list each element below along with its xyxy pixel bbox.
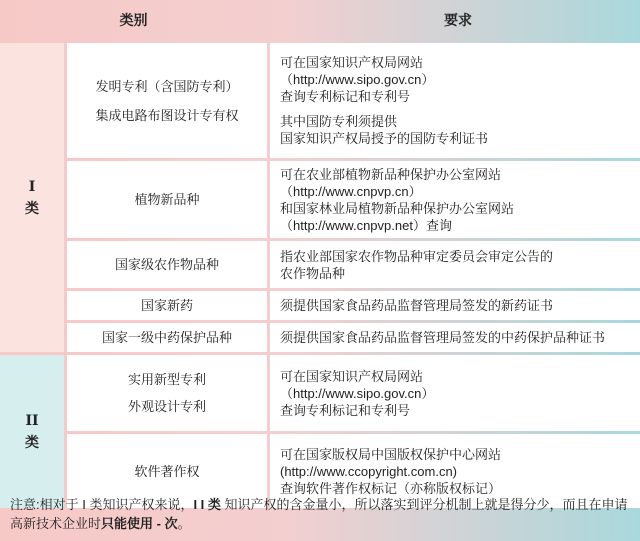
category-text: 实用新型专利: [127, 372, 206, 387]
table-row-requirement: [270, 241, 640, 288]
category-text: 国家新药: [140, 298, 193, 313]
requirement-text: 查询专利标记和专利号: [280, 402, 411, 418]
footnote-use-once-emphasis: 只能使用 - 次: [101, 516, 178, 531]
footnote-text: 注意:相对于 I 类知识产权来说，: [10, 497, 194, 512]
table-row-category: [67, 355, 267, 431]
class-2-label: 类: [25, 434, 39, 451]
class-1-cell: [0, 43, 64, 352]
table-row-category: [67, 43, 267, 158]
header-category: [0, 0, 267, 40]
requirement-text: 农作物品种: [280, 265, 346, 281]
requirement-text: 和国家林业局植物新品种保护办公室网站: [280, 200, 515, 216]
footnote-text: 知识产权的含金量小，所以落实到评分机制上就是得分少，而且在申请高新技术企业时: [10, 497, 628, 531]
category-text: 国家一级中药保护品种: [101, 330, 232, 345]
footnote: [0, 490, 640, 541]
category-text: 植物新品种: [134, 192, 200, 207]
table-row-requirement: [270, 43, 640, 158]
requirement-text: 须提供国家食品药品监督管理局签发的新药证书: [280, 298, 554, 313]
requirement-text: 查询软件著作权标记（亦称版权标记）: [280, 480, 502, 496]
requirement-text: 可在国家知识产权局网站: [280, 368, 424, 384]
table-row-category: [67, 241, 267, 288]
category-text: 软件著作权: [134, 463, 200, 479]
category-text: 发明专利（含国防专利）: [95, 78, 239, 94]
category-text: 外观设计专利: [127, 399, 206, 414]
table-row-requirement: [270, 323, 640, 352]
class-2-cell: [0, 355, 64, 508]
requirement-text: 国家知识产权局授予的国防专利证书: [280, 131, 489, 146]
table-row-requirement: [270, 355, 640, 431]
table-row-category: [67, 161, 267, 238]
requirement-text: 其中国防专利须提供: [280, 114, 398, 129]
header-requirement: [270, 0, 640, 40]
requirement-text: 指农业部国家农作物品种审定委员会审定公告的: [280, 248, 554, 264]
header-requirement-label: 要求: [444, 11, 472, 28]
requirement-text: （http://www.sipo.gov.cn）: [280, 385, 435, 401]
class-2-numeral: II: [25, 412, 39, 429]
requirement-text: 须提供国家食品药品监督管理局签发的中药保护品种证书: [280, 330, 606, 345]
category-text: 集成电路布图设计专有权: [95, 107, 239, 123]
header-category-label: 类别: [119, 11, 148, 28]
footnote-class-2-emphasis: I I 类: [193, 497, 221, 512]
requirement-text: 查询专利标记和专利号: [280, 89, 411, 104]
table-row-category: [67, 291, 267, 320]
table-row-category: [67, 323, 267, 352]
class-1-numeral: I: [28, 178, 36, 195]
category-text: 国家级农作物品种: [114, 257, 219, 272]
table-row-requirement: [270, 291, 640, 320]
footnote-text: 。: [177, 516, 191, 531]
requirement-text: （http://www.cnpvp.net）查询: [280, 217, 452, 233]
requirement-text: (http://www.ccopyright.com.cn): [280, 463, 457, 479]
requirement-text: （http://www.cnpvp.cn）: [280, 183, 422, 199]
table-row-requirement: [270, 161, 640, 238]
requirement-text: 可在农业部植物新品种保护办公室网站: [280, 166, 502, 182]
requirement-text: （http://www.sipo.gov.cn）: [280, 72, 435, 87]
requirement-text: 可在国家版权局中国版权保护中心网站: [280, 446, 502, 462]
requirement-text: 可在国家知识产权局网站: [280, 55, 424, 70]
class-1-label: 类: [25, 200, 39, 217]
